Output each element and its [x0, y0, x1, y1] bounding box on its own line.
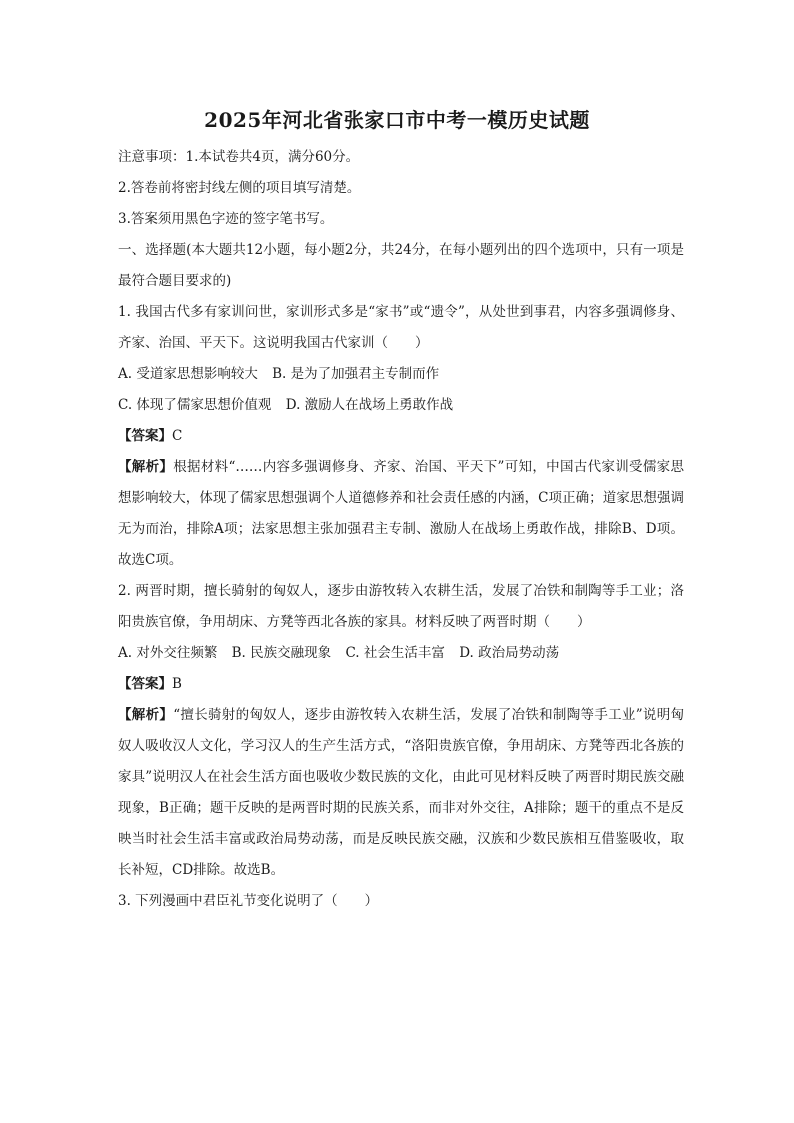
exam-content: [118, 142, 684, 917]
question-1-stem: 1. 我国古代多有家训问世，家训形式多是“家书”或“遗令”，从处世到事君，内容多强调修身、齐家、治国、平天下。这说明我国古代家训（ ）: [118, 304, 684, 351]
question-1-options-row-1: [118, 359, 684, 390]
question-1-analysis: [118, 452, 684, 576]
notes-item-1: 1.本试卷共4页，满分60分。: [185, 149, 360, 165]
notes-item-3: 3.答案须用黑色字迹的签字笔书写。: [118, 211, 334, 227]
question-2-options-row: [118, 638, 684, 669]
question-1-option-a: A. 受道家思想影响较大: [118, 366, 258, 382]
exam-title: 2025年河北省张家口市中考一模历史试题: [204, 108, 590, 132]
question-2-option-d: D. 政治局势动荡: [459, 645, 560, 661]
question-2-answer: [118, 669, 684, 700]
notes-line-1: [118, 142, 684, 173]
question-3-stem: 3. 下列漫画中君臣礼节变化说明了（ ）: [118, 893, 379, 909]
analysis-label: 【解析】: [118, 459, 174, 475]
notes-item-2: 2.答卷前将密封线左侧的项目填写清楚。: [118, 180, 361, 196]
answer-label: 【答案】: [118, 676, 172, 692]
question-1-option-d: D. 激励人在战场上勇敢作战: [285, 397, 454, 413]
section-header: 一、选择题(本大题共12小题，每小题2分，共24分，在每小题列出的四个选项中，只有一项是最符合题目要求的): [118, 242, 684, 289]
question-1-option-b: B. 是为了加强君主专制而作: [272, 366, 440, 382]
question-1-option-c: C. 体现了儒家思想价值观: [118, 397, 272, 413]
answer-label: 【答案】: [118, 428, 172, 444]
question-2-option-b: B. 民族交融现象: [231, 645, 332, 661]
analysis-label: 【解析】: [118, 707, 174, 723]
question-2-option-a: A. 对外交往频繁: [118, 645, 218, 661]
question-2-analysis-text: “擅长骑射的匈奴人，逐步由游牧转入农耕生活，发展了冶铁和制陶等手工业”说明匈奴人吸收汉人文化，学习汉人的生产生活方式，“洛阳贵族官僚，争用胡床、方凳等西北各族的家具”说明汉人在社会生活方面也吸收少数民族的文化，由此可见材料反映了两晋时期民族交融现象，B正确；题干反映的是两晋时期的民族关系，而非对外交往，A排除；题干的重点不是反映当时社会生活丰富或政治局势动荡，而是反映民族交融，汉族和少数民族相互借鉴吸收，取长补短，CD排除。故选B。: [118, 707, 685, 878]
question-1-options-row-2: [118, 390, 684, 421]
question-1-analysis-text: 根据材料“……内容多强调修身、齐家、治国、平天下”可知，中国古代家训受儒家思想影响较大，体现了儒家思想强调个人道德修养和社会责任感的内涵，C项正确；道家思想强调无为而治，排除A项；法家思想主张加强君主专制、激励人在战场上勇敢作战，排除B、D项。故选C项。: [118, 459, 684, 568]
question-2-analysis: [118, 700, 684, 886]
question-2-answer-value: B: [172, 676, 182, 692]
question-2-option-c: C. 社会生活丰富: [345, 645, 445, 661]
question-1-answer: [118, 421, 684, 452]
question-1-answer-value: C: [172, 428, 183, 444]
notes-label: 注意事项：: [118, 149, 186, 165]
question-2-stem: 2. 两晋时期，擅长骑射的匈奴人，逐步由游牧转入农耕生活，发展了冶铁和制陶等手工业；洛阳贵族官僚，争用胡床、方凳等西北各族的家具。材料反映了两晋时期（ ）: [118, 583, 684, 630]
